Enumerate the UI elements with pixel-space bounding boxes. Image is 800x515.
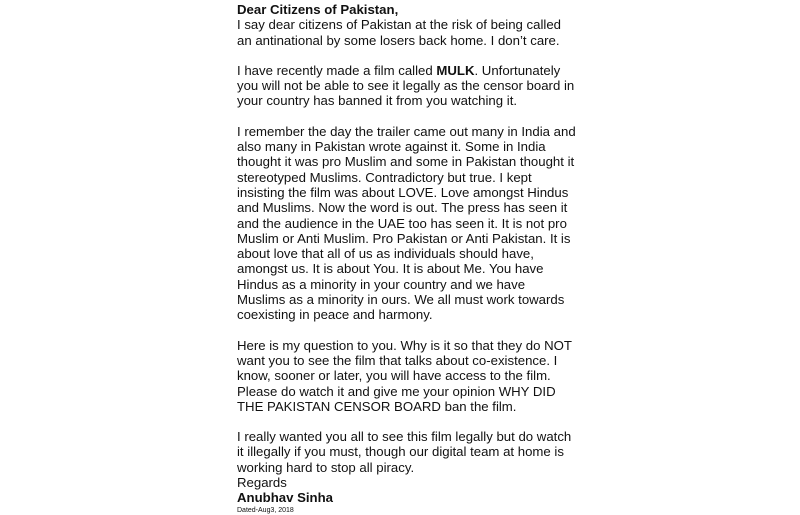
letter (237, 2, 577, 515)
closing: Regards (237, 475, 287, 491)
paragraph-trailer: I remember the day the trailer came out many in India and also many in Pakistan wrote against it. Some in India thought it was pro Muslim and some in Pakistan thought it stereotyped Muslims. Contradictory but true. I kept insisting the film was about LOVE. Love amongst Hindus and Muslims. Now the word is out. The press has seen it and the audience in the UAE too has seen it. It is not pro Muslim or Anti Muslim. Pro Pakistan or Anti Pakistan. It is about love that all of us as individuals should have, amongst us. It is about You. It is about Me. You have Hindus as a minority in your country and we have Muslims as a minority in ours. We all must work towards coexisting in peace and harmony. (237, 123, 576, 323)
film-title: MULK (436, 62, 475, 78)
letter-date: Dated-Aug3, 2018 (237, 506, 294, 514)
film-text-before: I have recently made a film called (237, 62, 437, 78)
signature: Anubhav Sinha (237, 490, 333, 506)
film-text-after: . Unfortunately you will not be able to see it legally as the censor board in your country has banned it from you watching it. (237, 62, 575, 109)
paragraph-question: Here is my question to you. Why is it so that they do NOT want you to see the film that talks about co-existence. I know, sooner or later, you will have access to the film. Please do watch it and give me your opinion WHY DID THE PAKISTAN CENSOR BOARD ban the film. (237, 337, 572, 414)
paragraph-intro: I say dear citizens of Pakistan at the risk of being called an antinational by some losers back home. I don’t care. (237, 17, 561, 48)
paragraph-piracy: I really wanted you all to see this film legally but do watch it illegally if you must, though our digital team at home is working hard to stop all piracy. (237, 429, 572, 475)
paragraph-film (237, 63, 577, 109)
greeting: Dear Citizens of Pakistan, (237, 2, 399, 17)
